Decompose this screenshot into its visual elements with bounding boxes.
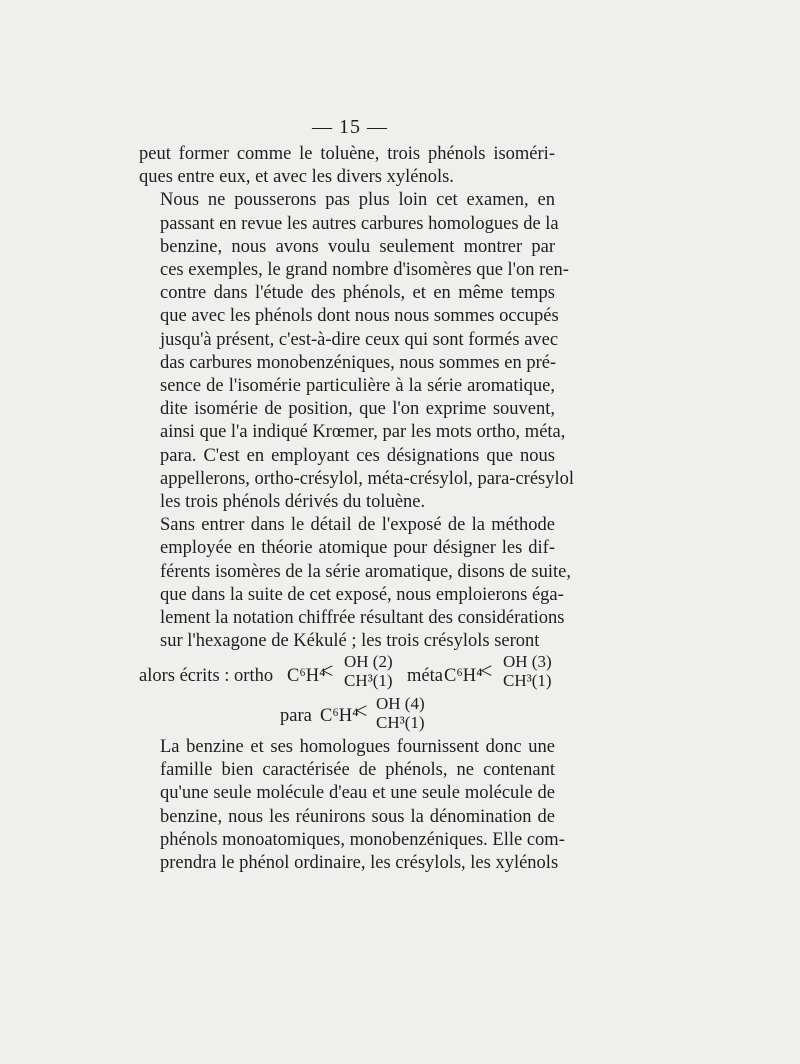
text-line: peut former comme le toluène, trois phénols isoméri- bbox=[139, 144, 555, 164]
text-line: Sans entrer dans le détail de l'exposé de la méthode bbox=[160, 515, 555, 536]
bracket-icon: < bbox=[321, 658, 334, 683]
text-line: férents isomères de la série aromatique, disons de suite, bbox=[160, 561, 571, 582]
text-line: passant en revue les autres carbures homologues de la bbox=[160, 213, 559, 234]
formula-row-ortho-meta bbox=[139, 652, 559, 698]
para-base-formula: C⁶H⁴ bbox=[320, 706, 359, 726]
ortho-base-formula: C⁶H⁴ bbox=[287, 666, 326, 686]
text-block-bottom bbox=[139, 736, 565, 875]
text-line: famille bien caractérisée de phénols, ne contenant bbox=[160, 760, 555, 781]
bracket-icon: < bbox=[480, 658, 493, 683]
text-line: jusqu'à présent, c'est-à-dire ceux qui sont formés avec bbox=[160, 329, 559, 350]
text-line: ques entre eux, et avec les divers xylénols. bbox=[139, 167, 454, 188]
page-number: — 15 — bbox=[312, 116, 388, 138]
para-bottom: CH³(1) bbox=[376, 713, 425, 732]
ortho-bottom: CH³(1) bbox=[344, 671, 393, 690]
text-line: employée en théorie atomique pour désigner les dif- bbox=[160, 538, 555, 559]
text-line: benzine, nous les réunirons sous la dénomination de bbox=[160, 806, 555, 827]
text-line: para. C'est en employant ces désignations que nous bbox=[160, 445, 555, 466]
text-line: prendra le phénol ordinaire, les crésylols, les xylénols bbox=[160, 853, 559, 874]
text-line: dite isomérie de position, que l'on exprime souvent, bbox=[160, 399, 555, 420]
text-line: que avec les phénols dont nous nous sommes occupés bbox=[160, 306, 559, 327]
text-line: ces exemples, le grand nombre d'isomères que l'on ren- bbox=[160, 260, 569, 281]
meta-top: OH (3) bbox=[503, 652, 552, 671]
para-label: para bbox=[280, 706, 312, 726]
text-line: sur l'hexagone de Kékulé ; les trois crésylols seront bbox=[160, 631, 540, 652]
text-line: qu'une seule molécule d'eau et une seule molécule de bbox=[160, 783, 555, 804]
para-substituents bbox=[376, 694, 425, 732]
ortho-substituents bbox=[344, 652, 393, 690]
paragraph-conclusion bbox=[139, 736, 565, 875]
text-line: les trois phénols dérivés du toluène. bbox=[160, 492, 426, 513]
ortho-top: OH (2) bbox=[344, 652, 393, 671]
text-line: lement la notation chiffrée résultant des considérations bbox=[160, 608, 565, 629]
meta-bottom: CH³(1) bbox=[503, 671, 552, 690]
text-line: La benzine et ses homologues fournissent donc une bbox=[160, 737, 555, 757]
text-line: sence de l'isomérie particulière à la série aromatique, bbox=[160, 376, 555, 397]
paragraph-continuation bbox=[139, 143, 555, 189]
text-line: das carbures monobenzéniques, nous sommes en pré- bbox=[160, 352, 557, 373]
text-block-top bbox=[139, 143, 575, 653]
text-line: benzine, nous avons voulu seulement montrer par bbox=[160, 236, 555, 257]
paragraph-notation bbox=[139, 514, 571, 653]
text-line: ainsi que l'a indiqué Krœmer, par les mots ortho, méta, bbox=[160, 422, 566, 443]
meta-label: méta bbox=[407, 666, 443, 686]
text-line: contre dans l'étude des phénols, et en même temps bbox=[160, 283, 555, 304]
text-line: Nous ne pousserons pas plus loin cet examen, en bbox=[160, 190, 555, 211]
paragraph-isomers bbox=[139, 189, 575, 514]
text-line: phénols monoatomiques, monobenzéniques. Elle com- bbox=[160, 829, 565, 850]
text-line: appellerons, ortho-crésylol, méta-crésylol, para-crésylol bbox=[160, 468, 575, 489]
para-top: OH (4) bbox=[376, 694, 425, 713]
meta-base-formula: C⁶H⁴ bbox=[444, 666, 483, 686]
text-line: que dans la suite de cet exposé, nous emploierons éga- bbox=[160, 584, 564, 605]
formula-lead-text: alors écrits : ortho bbox=[139, 666, 274, 686]
bracket-icon: < bbox=[355, 698, 368, 723]
meta-substituents bbox=[503, 652, 552, 690]
formula-row-para bbox=[280, 694, 480, 738]
